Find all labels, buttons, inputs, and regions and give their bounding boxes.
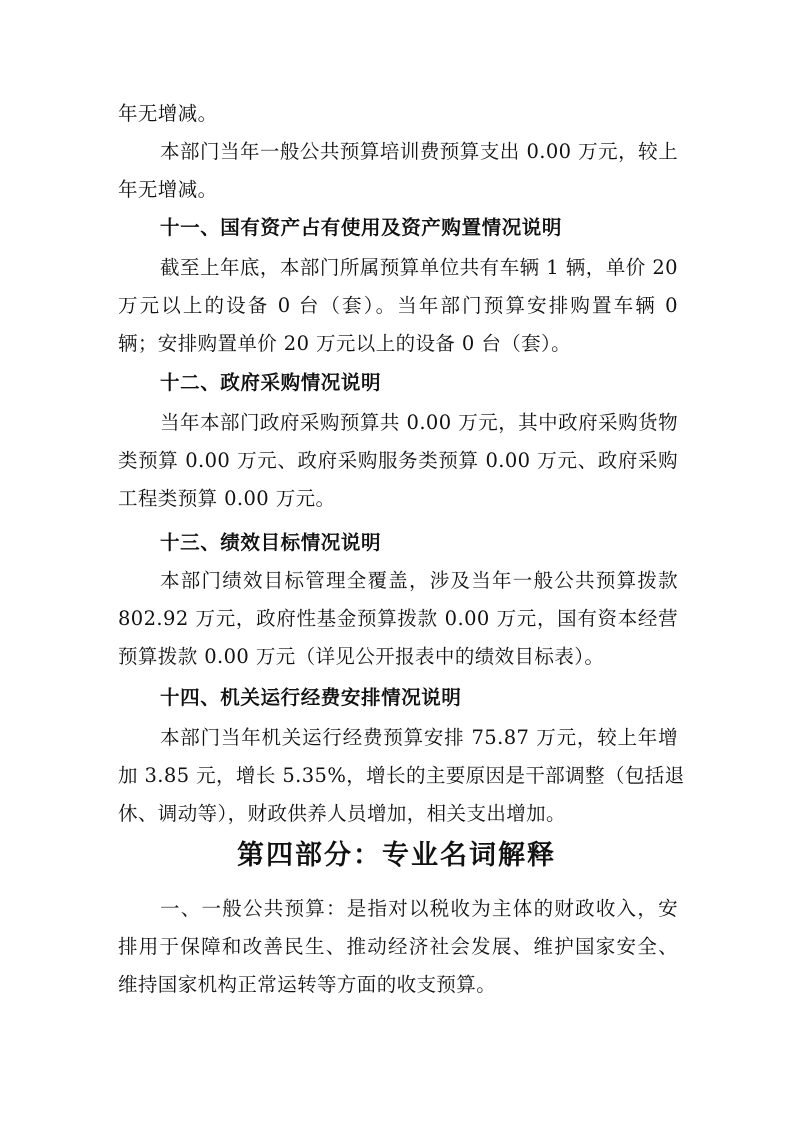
paragraph-line: 排用于保障和改善民生、推动经济社会发展、维护国家安全、 bbox=[118, 935, 678, 958]
section-heading-12: 十二、政府采购情况说明 bbox=[160, 371, 382, 394]
paragraph-line: 本部门当年机关运行经费预算安排 75.87 万元，较上年增 bbox=[160, 726, 678, 749]
part-title: 第四部分：专业名词解释 bbox=[237, 840, 556, 871]
section-heading-13: 十三、绩效目标情况说明 bbox=[160, 531, 382, 554]
paragraph-line: 本部门当年一般公共预算培训费预算支出 0.00 万元，较上 bbox=[160, 140, 678, 163]
section-heading-11: 十一、国有资产占有使用及资产购置情况说明 bbox=[160, 216, 563, 239]
paragraph-line: 类预算 0.00 万元、政府采购服务类预算 0.00 万元、政府采购 bbox=[118, 449, 678, 472]
paragraph-line: 年无增减。 bbox=[118, 102, 218, 125]
paragraph-line: 预算拨款 0.00 万元（详见公开报表中的绩效目标表）。 bbox=[118, 645, 605, 668]
paragraph-line: 截至上年底，本部门所属预算单位共有车辆 1 辆，单价 20 bbox=[160, 256, 678, 279]
section-heading-14: 十四、机关运行经费安排情况说明 bbox=[160, 686, 462, 709]
paragraph-line: 辆；安排购置单价 20 万元以上的设备 0 台（套）。 bbox=[118, 332, 572, 355]
paragraph-line: 当年本部门政府采购预算共 0.00 万元，其中政府采购货物 bbox=[160, 411, 678, 434]
paragraph-line: 休、调动等），财政供养人员增加，相关支出增加。 bbox=[118, 802, 566, 825]
paragraph-line: 本部门绩效目标管理全覆盖，涉及当年一般公共预算拨款 bbox=[160, 569, 678, 592]
paragraph-line: 年无增减。 bbox=[118, 178, 218, 201]
paragraph-line: 802.92 万元，政府性基金预算拨款 0.00 万元，国有资本经营 bbox=[118, 607, 678, 630]
paragraph-line: 万元以上的设备 0 台（套）。当年部门预算安排购置车辆 0 bbox=[118, 294, 678, 317]
paragraph-line: 加 3.85 元，增长 5.35%，增长的主要原因是干部调整（包括退 bbox=[118, 764, 685, 787]
paragraph-line: 工程类预算 0.00 万元。 bbox=[118, 487, 336, 510]
paragraph-line: 一、一般公共预算：是指对以税收为主体的财政收入，安 bbox=[160, 897, 678, 920]
paragraph-line: 维持国家机构正常运转等方面的收支预算。 bbox=[118, 973, 497, 996]
